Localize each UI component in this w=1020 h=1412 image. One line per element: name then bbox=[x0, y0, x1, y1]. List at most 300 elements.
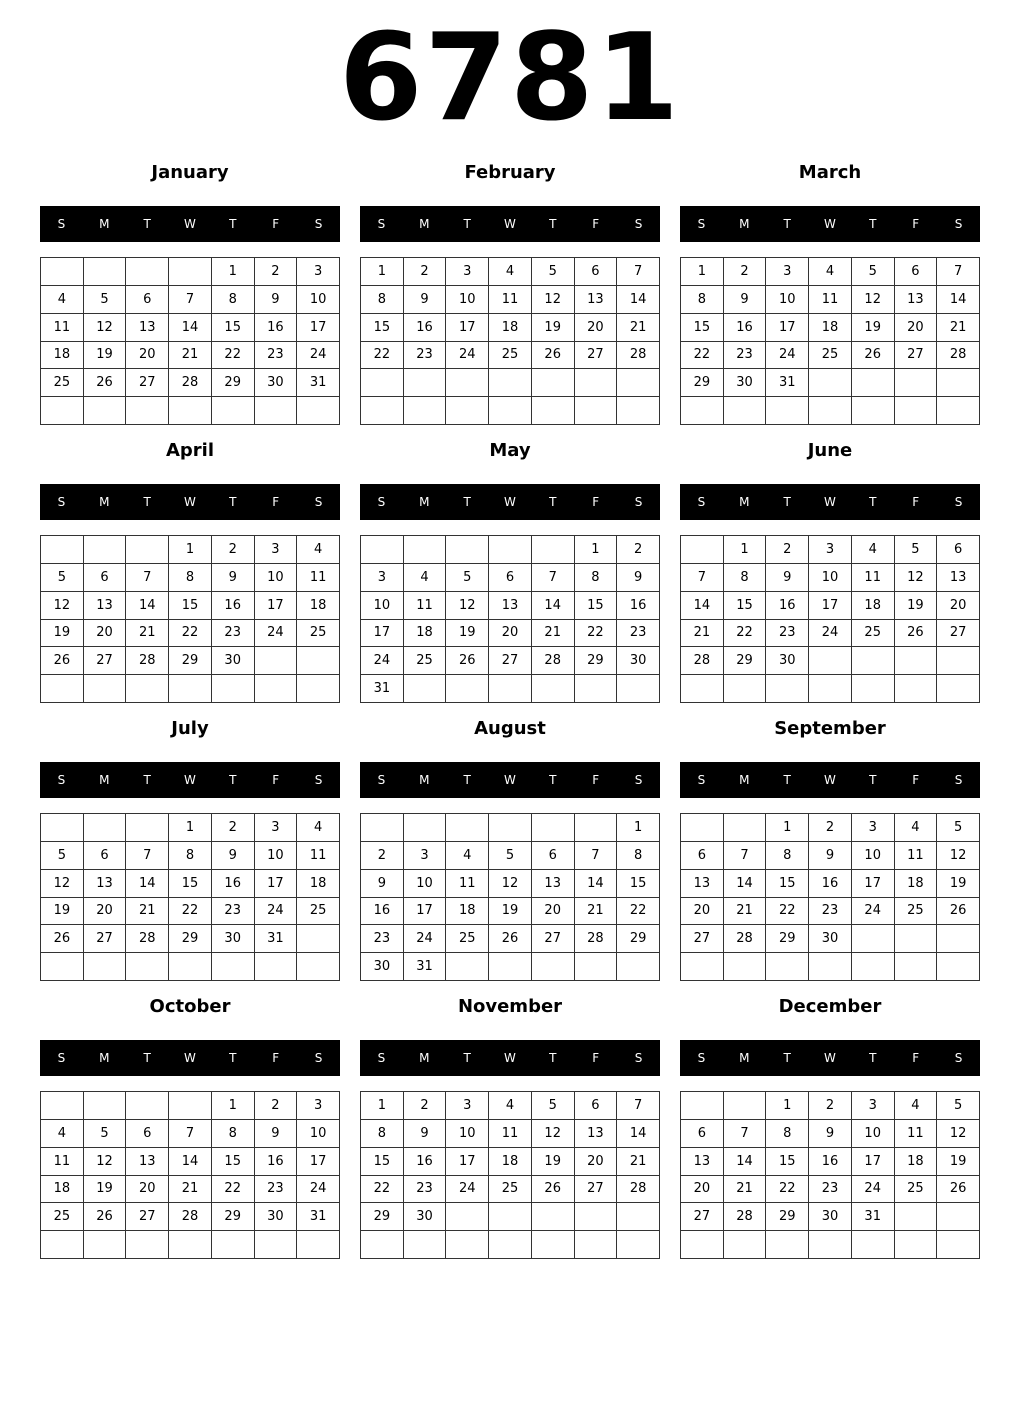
day-cell bbox=[255, 647, 298, 675]
weekday-label: T bbox=[229, 495, 237, 509]
day-cell: 5 bbox=[937, 1092, 980, 1120]
day-cell: 4 bbox=[489, 1092, 532, 1120]
day-cell: 20 bbox=[681, 898, 724, 926]
weekday-label: T bbox=[549, 773, 557, 787]
day-cell bbox=[575, 1231, 618, 1259]
day-cell bbox=[169, 1231, 212, 1259]
day-cell: 4 bbox=[404, 564, 447, 592]
weekday-label: S bbox=[57, 1051, 66, 1065]
day-cell: 2 bbox=[212, 536, 255, 564]
day-cell bbox=[617, 397, 660, 425]
day-cell: 25 bbox=[446, 925, 489, 953]
weekday-label: M bbox=[419, 773, 430, 787]
day-cell bbox=[575, 953, 618, 981]
day-cell: 15 bbox=[724, 592, 767, 620]
weekday-label: W bbox=[184, 495, 196, 509]
day-cell: 18 bbox=[297, 592, 340, 620]
day-cell: 29 bbox=[575, 647, 618, 675]
day-cell: 1 bbox=[681, 258, 724, 286]
day-cell: 22 bbox=[766, 1176, 809, 1204]
day-cell: 21 bbox=[126, 620, 169, 648]
day-cell: 31 bbox=[297, 369, 340, 397]
day-cell: 24 bbox=[766, 342, 809, 370]
day-cell: 20 bbox=[575, 314, 618, 342]
day-cell: 12 bbox=[489, 870, 532, 898]
day-cell bbox=[724, 814, 767, 842]
day-cell: 15 bbox=[617, 870, 660, 898]
day-cell bbox=[681, 536, 724, 564]
day-cell: 21 bbox=[617, 314, 660, 342]
weekday-label: S bbox=[314, 1051, 323, 1065]
day-grid bbox=[40, 813, 340, 981]
day-cell: 17 bbox=[809, 592, 852, 620]
day-cell: 27 bbox=[937, 620, 980, 648]
day-cell bbox=[895, 369, 938, 397]
day-cell: 3 bbox=[446, 258, 489, 286]
weekday-label: F bbox=[592, 495, 600, 509]
day-cell: 30 bbox=[404, 1203, 447, 1231]
day-cell: 12 bbox=[446, 592, 489, 620]
day-cell: 22 bbox=[575, 620, 618, 648]
day-cell bbox=[446, 1203, 489, 1231]
day-cell: 26 bbox=[41, 925, 84, 953]
day-cell: 22 bbox=[724, 620, 767, 648]
weekday-label: F bbox=[272, 773, 280, 787]
day-cell: 23 bbox=[766, 620, 809, 648]
day-cell: 1 bbox=[575, 536, 618, 564]
day-cell: 16 bbox=[809, 1148, 852, 1176]
day-cell: 6 bbox=[681, 842, 724, 870]
weekday-label: T bbox=[229, 773, 237, 787]
day-cell: 14 bbox=[169, 1148, 212, 1176]
weekday-label: T bbox=[549, 217, 557, 231]
day-cell bbox=[809, 647, 852, 675]
day-cell: 8 bbox=[617, 842, 660, 870]
day-cell bbox=[532, 536, 575, 564]
day-cell: 13 bbox=[84, 592, 127, 620]
day-cell: 5 bbox=[532, 258, 575, 286]
day-cell: 19 bbox=[532, 1148, 575, 1176]
day-cell: 24 bbox=[446, 1176, 489, 1204]
year-title: 6781 bbox=[339, 9, 681, 148]
weekday-label: M bbox=[739, 217, 750, 231]
day-cell bbox=[404, 814, 447, 842]
weekday-header bbox=[680, 206, 980, 242]
day-cell: 25 bbox=[852, 620, 895, 648]
day-cell: 18 bbox=[809, 314, 852, 342]
day-cell bbox=[809, 675, 852, 703]
day-cell: 30 bbox=[809, 1203, 852, 1231]
day-cell: 30 bbox=[255, 369, 298, 397]
day-cell bbox=[489, 675, 532, 703]
day-cell bbox=[84, 397, 127, 425]
day-grid bbox=[360, 1091, 660, 1259]
day-cell: 30 bbox=[766, 647, 809, 675]
day-cell: 22 bbox=[361, 1176, 404, 1204]
day-cell bbox=[489, 369, 532, 397]
day-cell bbox=[361, 1231, 404, 1259]
day-cell bbox=[937, 1231, 980, 1259]
weekday-label: F bbox=[912, 217, 920, 231]
day-cell: 7 bbox=[681, 564, 724, 592]
day-cell: 14 bbox=[937, 286, 980, 314]
day-cell: 5 bbox=[895, 536, 938, 564]
day-cell: 1 bbox=[617, 814, 660, 842]
day-cell bbox=[489, 1231, 532, 1259]
day-cell: 7 bbox=[617, 1092, 660, 1120]
weekday-label: F bbox=[912, 495, 920, 509]
day-cell: 19 bbox=[895, 592, 938, 620]
day-cell: 9 bbox=[255, 286, 298, 314]
day-cell: 19 bbox=[84, 1176, 127, 1204]
weekday-header bbox=[360, 206, 660, 242]
day-cell: 15 bbox=[212, 1148, 255, 1176]
weekday-label: M bbox=[739, 1051, 750, 1065]
day-cell: 12 bbox=[937, 842, 980, 870]
day-cell: 7 bbox=[532, 564, 575, 592]
day-cell: 27 bbox=[681, 1203, 724, 1231]
day-cell: 25 bbox=[895, 898, 938, 926]
day-cell: 1 bbox=[766, 1092, 809, 1120]
day-cell: 12 bbox=[84, 1148, 127, 1176]
weekday-label: F bbox=[592, 1051, 600, 1065]
day-cell: 18 bbox=[895, 1148, 938, 1176]
day-cell: 28 bbox=[724, 1203, 767, 1231]
weekday-label: S bbox=[314, 773, 323, 787]
day-cell: 21 bbox=[617, 1148, 660, 1176]
day-cell: 15 bbox=[766, 1148, 809, 1176]
weekday-header bbox=[360, 1040, 660, 1076]
day-cell bbox=[489, 397, 532, 425]
weekday-label: S bbox=[377, 495, 386, 509]
day-cell: 14 bbox=[532, 592, 575, 620]
day-cell: 12 bbox=[532, 1120, 575, 1148]
day-cell: 5 bbox=[41, 564, 84, 592]
day-cell: 24 bbox=[361, 647, 404, 675]
day-cell bbox=[766, 953, 809, 981]
day-cell: 25 bbox=[41, 1203, 84, 1231]
weekday-label: S bbox=[634, 495, 643, 509]
weekday-label: S bbox=[57, 773, 66, 787]
day-cell: 9 bbox=[809, 1120, 852, 1148]
day-cell: 1 bbox=[361, 1092, 404, 1120]
day-cell: 29 bbox=[617, 925, 660, 953]
day-cell bbox=[212, 397, 255, 425]
day-cell: 26 bbox=[937, 1176, 980, 1204]
day-cell: 20 bbox=[937, 592, 980, 620]
weekday-label: M bbox=[419, 495, 430, 509]
day-cell: 30 bbox=[617, 647, 660, 675]
day-cell: 14 bbox=[617, 1120, 660, 1148]
weekday-label: S bbox=[634, 1051, 643, 1065]
weekday-label: T bbox=[229, 217, 237, 231]
day-cell: 25 bbox=[489, 1176, 532, 1204]
day-cell: 9 bbox=[361, 870, 404, 898]
day-cell: 25 bbox=[297, 898, 340, 926]
day-cell: 28 bbox=[169, 1203, 212, 1231]
day-cell: 22 bbox=[766, 898, 809, 926]
day-cell: 24 bbox=[297, 1176, 340, 1204]
month-name: February bbox=[464, 162, 556, 183]
weekday-label: T bbox=[783, 1051, 791, 1065]
day-cell: 4 bbox=[895, 1092, 938, 1120]
day-cell: 18 bbox=[489, 1148, 532, 1176]
day-cell bbox=[446, 369, 489, 397]
day-cell bbox=[126, 397, 169, 425]
day-cell: 24 bbox=[255, 898, 298, 926]
month-name: May bbox=[489, 440, 531, 461]
day-cell bbox=[681, 397, 724, 425]
day-cell: 13 bbox=[681, 870, 724, 898]
weekday-label: S bbox=[697, 773, 706, 787]
day-cell bbox=[255, 675, 298, 703]
day-cell bbox=[84, 1231, 127, 1259]
day-cell bbox=[41, 675, 84, 703]
day-cell bbox=[404, 536, 447, 564]
day-cell bbox=[446, 675, 489, 703]
day-cell: 26 bbox=[489, 925, 532, 953]
day-cell: 3 bbox=[297, 1092, 340, 1120]
day-cell: 15 bbox=[681, 314, 724, 342]
day-cell: 4 bbox=[446, 842, 489, 870]
day-cell bbox=[852, 647, 895, 675]
weekday-label: M bbox=[419, 217, 430, 231]
day-cell bbox=[169, 397, 212, 425]
day-cell: 18 bbox=[489, 314, 532, 342]
day-cell: 29 bbox=[681, 369, 724, 397]
day-cell: 10 bbox=[255, 564, 298, 592]
day-cell bbox=[446, 814, 489, 842]
day-cell: 12 bbox=[84, 314, 127, 342]
day-cell: 29 bbox=[766, 1203, 809, 1231]
day-cell: 28 bbox=[681, 647, 724, 675]
day-cell: 20 bbox=[895, 314, 938, 342]
day-cell: 5 bbox=[852, 258, 895, 286]
day-cell: 26 bbox=[84, 369, 127, 397]
day-cell: 3 bbox=[852, 814, 895, 842]
day-cell bbox=[937, 953, 980, 981]
day-cell: 17 bbox=[446, 1148, 489, 1176]
day-cell: 1 bbox=[766, 814, 809, 842]
day-cell: 20 bbox=[575, 1148, 618, 1176]
day-cell: 27 bbox=[126, 1203, 169, 1231]
day-cell: 7 bbox=[169, 1120, 212, 1148]
day-cell: 29 bbox=[212, 369, 255, 397]
day-cell: 23 bbox=[212, 620, 255, 648]
day-cell: 23 bbox=[809, 1176, 852, 1204]
month-name: March bbox=[798, 162, 862, 183]
day-grid bbox=[40, 1091, 340, 1259]
day-cell: 31 bbox=[852, 1203, 895, 1231]
weekday-label: F bbox=[592, 773, 600, 787]
day-cell: 29 bbox=[361, 1203, 404, 1231]
day-cell: 27 bbox=[532, 925, 575, 953]
weekday-header bbox=[680, 762, 980, 798]
day-cell bbox=[895, 397, 938, 425]
day-cell: 17 bbox=[297, 1148, 340, 1176]
day-cell: 3 bbox=[297, 258, 340, 286]
day-cell: 7 bbox=[724, 842, 767, 870]
day-cell: 6 bbox=[532, 842, 575, 870]
day-cell bbox=[297, 925, 340, 953]
day-cell: 25 bbox=[41, 369, 84, 397]
day-cell: 20 bbox=[489, 620, 532, 648]
day-cell bbox=[937, 1203, 980, 1231]
day-cell bbox=[724, 953, 767, 981]
weekday-label: W bbox=[184, 217, 196, 231]
day-cell: 28 bbox=[617, 1176, 660, 1204]
day-cell: 21 bbox=[169, 342, 212, 370]
weekday-label: M bbox=[739, 773, 750, 787]
day-cell: 21 bbox=[532, 620, 575, 648]
day-cell: 2 bbox=[255, 258, 298, 286]
day-cell: 14 bbox=[724, 1148, 767, 1176]
day-cell bbox=[766, 675, 809, 703]
day-cell: 6 bbox=[84, 564, 127, 592]
day-cell: 15 bbox=[361, 314, 404, 342]
day-cell: 21 bbox=[724, 1176, 767, 1204]
day-cell: 9 bbox=[404, 1120, 447, 1148]
day-cell: 10 bbox=[297, 286, 340, 314]
day-cell: 8 bbox=[724, 564, 767, 592]
day-cell: 26 bbox=[895, 620, 938, 648]
day-cell: 28 bbox=[724, 925, 767, 953]
day-cell: 18 bbox=[404, 620, 447, 648]
day-cell bbox=[617, 369, 660, 397]
day-cell: 15 bbox=[169, 870, 212, 898]
day-cell: 30 bbox=[361, 953, 404, 981]
day-cell bbox=[575, 814, 618, 842]
day-cell bbox=[404, 675, 447, 703]
day-cell bbox=[41, 953, 84, 981]
month-name: April bbox=[165, 440, 215, 461]
day-cell: 2 bbox=[404, 1092, 447, 1120]
day-cell: 27 bbox=[489, 647, 532, 675]
weekday-label: M bbox=[99, 773, 110, 787]
day-cell bbox=[532, 675, 575, 703]
day-cell: 3 bbox=[255, 814, 298, 842]
weekday-label: M bbox=[99, 217, 110, 231]
weekday-label: M bbox=[419, 1051, 430, 1065]
day-cell bbox=[84, 814, 127, 842]
day-cell: 4 bbox=[297, 814, 340, 842]
day-cell: 7 bbox=[937, 258, 980, 286]
day-cell: 14 bbox=[169, 314, 212, 342]
day-cell: 7 bbox=[126, 842, 169, 870]
day-cell: 21 bbox=[937, 314, 980, 342]
day-cell bbox=[575, 369, 618, 397]
day-cell: 28 bbox=[532, 647, 575, 675]
day-cell: 6 bbox=[937, 536, 980, 564]
day-cell bbox=[895, 925, 938, 953]
weekday-header bbox=[680, 1040, 980, 1076]
day-cell: 27 bbox=[575, 342, 618, 370]
day-cell: 12 bbox=[41, 592, 84, 620]
day-cell: 1 bbox=[212, 258, 255, 286]
day-cell: 10 bbox=[297, 1120, 340, 1148]
weekday-label: M bbox=[99, 495, 110, 509]
day-cell bbox=[126, 814, 169, 842]
day-cell bbox=[84, 953, 127, 981]
day-cell bbox=[766, 1231, 809, 1259]
weekday-label: S bbox=[377, 1051, 386, 1065]
weekday-label: S bbox=[954, 773, 963, 787]
day-cell: 20 bbox=[84, 620, 127, 648]
day-cell: 25 bbox=[297, 620, 340, 648]
day-cell: 17 bbox=[404, 898, 447, 926]
day-cell bbox=[489, 1203, 532, 1231]
day-cell: 5 bbox=[489, 842, 532, 870]
day-cell: 29 bbox=[169, 925, 212, 953]
day-cell: 13 bbox=[681, 1148, 724, 1176]
month-name: November bbox=[457, 996, 563, 1017]
day-cell: 5 bbox=[41, 842, 84, 870]
day-cell: 12 bbox=[937, 1120, 980, 1148]
day-cell: 15 bbox=[169, 592, 212, 620]
day-cell bbox=[937, 647, 980, 675]
day-cell bbox=[489, 953, 532, 981]
day-cell: 15 bbox=[361, 1148, 404, 1176]
day-cell: 9 bbox=[809, 842, 852, 870]
day-cell: 5 bbox=[84, 1120, 127, 1148]
day-cell: 11 bbox=[41, 1148, 84, 1176]
day-cell bbox=[126, 675, 169, 703]
day-cell bbox=[617, 1203, 660, 1231]
day-cell: 16 bbox=[404, 1148, 447, 1176]
day-cell: 27 bbox=[575, 1176, 618, 1204]
day-cell: 19 bbox=[852, 314, 895, 342]
day-cell: 23 bbox=[404, 1176, 447, 1204]
day-cell: 2 bbox=[212, 814, 255, 842]
day-cell bbox=[41, 536, 84, 564]
weekday-label: T bbox=[143, 217, 151, 231]
day-cell: 20 bbox=[126, 342, 169, 370]
day-cell bbox=[575, 1203, 618, 1231]
day-cell: 18 bbox=[852, 592, 895, 620]
day-cell: 20 bbox=[126, 1176, 169, 1204]
weekday-label: F bbox=[592, 217, 600, 231]
weekday-label: S bbox=[57, 495, 66, 509]
day-grid bbox=[360, 813, 660, 981]
day-grid bbox=[680, 257, 980, 425]
weekday-label: M bbox=[99, 1051, 110, 1065]
day-grid bbox=[40, 257, 340, 425]
day-cell bbox=[852, 925, 895, 953]
month-name: January bbox=[151, 162, 229, 183]
day-cell: 9 bbox=[766, 564, 809, 592]
day-cell: 17 bbox=[297, 314, 340, 342]
day-cell: 8 bbox=[575, 564, 618, 592]
day-cell: 13 bbox=[937, 564, 980, 592]
day-cell bbox=[681, 1092, 724, 1120]
day-cell: 22 bbox=[361, 342, 404, 370]
weekday-label: F bbox=[912, 773, 920, 787]
weekday-label: S bbox=[697, 1051, 706, 1065]
day-cell: 13 bbox=[126, 1148, 169, 1176]
weekday-label: T bbox=[783, 217, 791, 231]
day-cell: 17 bbox=[852, 1148, 895, 1176]
weekday-label: T bbox=[549, 495, 557, 509]
day-cell: 23 bbox=[809, 898, 852, 926]
day-cell bbox=[126, 258, 169, 286]
day-cell bbox=[169, 675, 212, 703]
day-cell: 2 bbox=[255, 1092, 298, 1120]
day-grid bbox=[680, 535, 980, 703]
weekday-label: S bbox=[377, 217, 386, 231]
day-cell: 17 bbox=[446, 314, 489, 342]
day-cell: 3 bbox=[404, 842, 447, 870]
day-cell bbox=[617, 675, 660, 703]
